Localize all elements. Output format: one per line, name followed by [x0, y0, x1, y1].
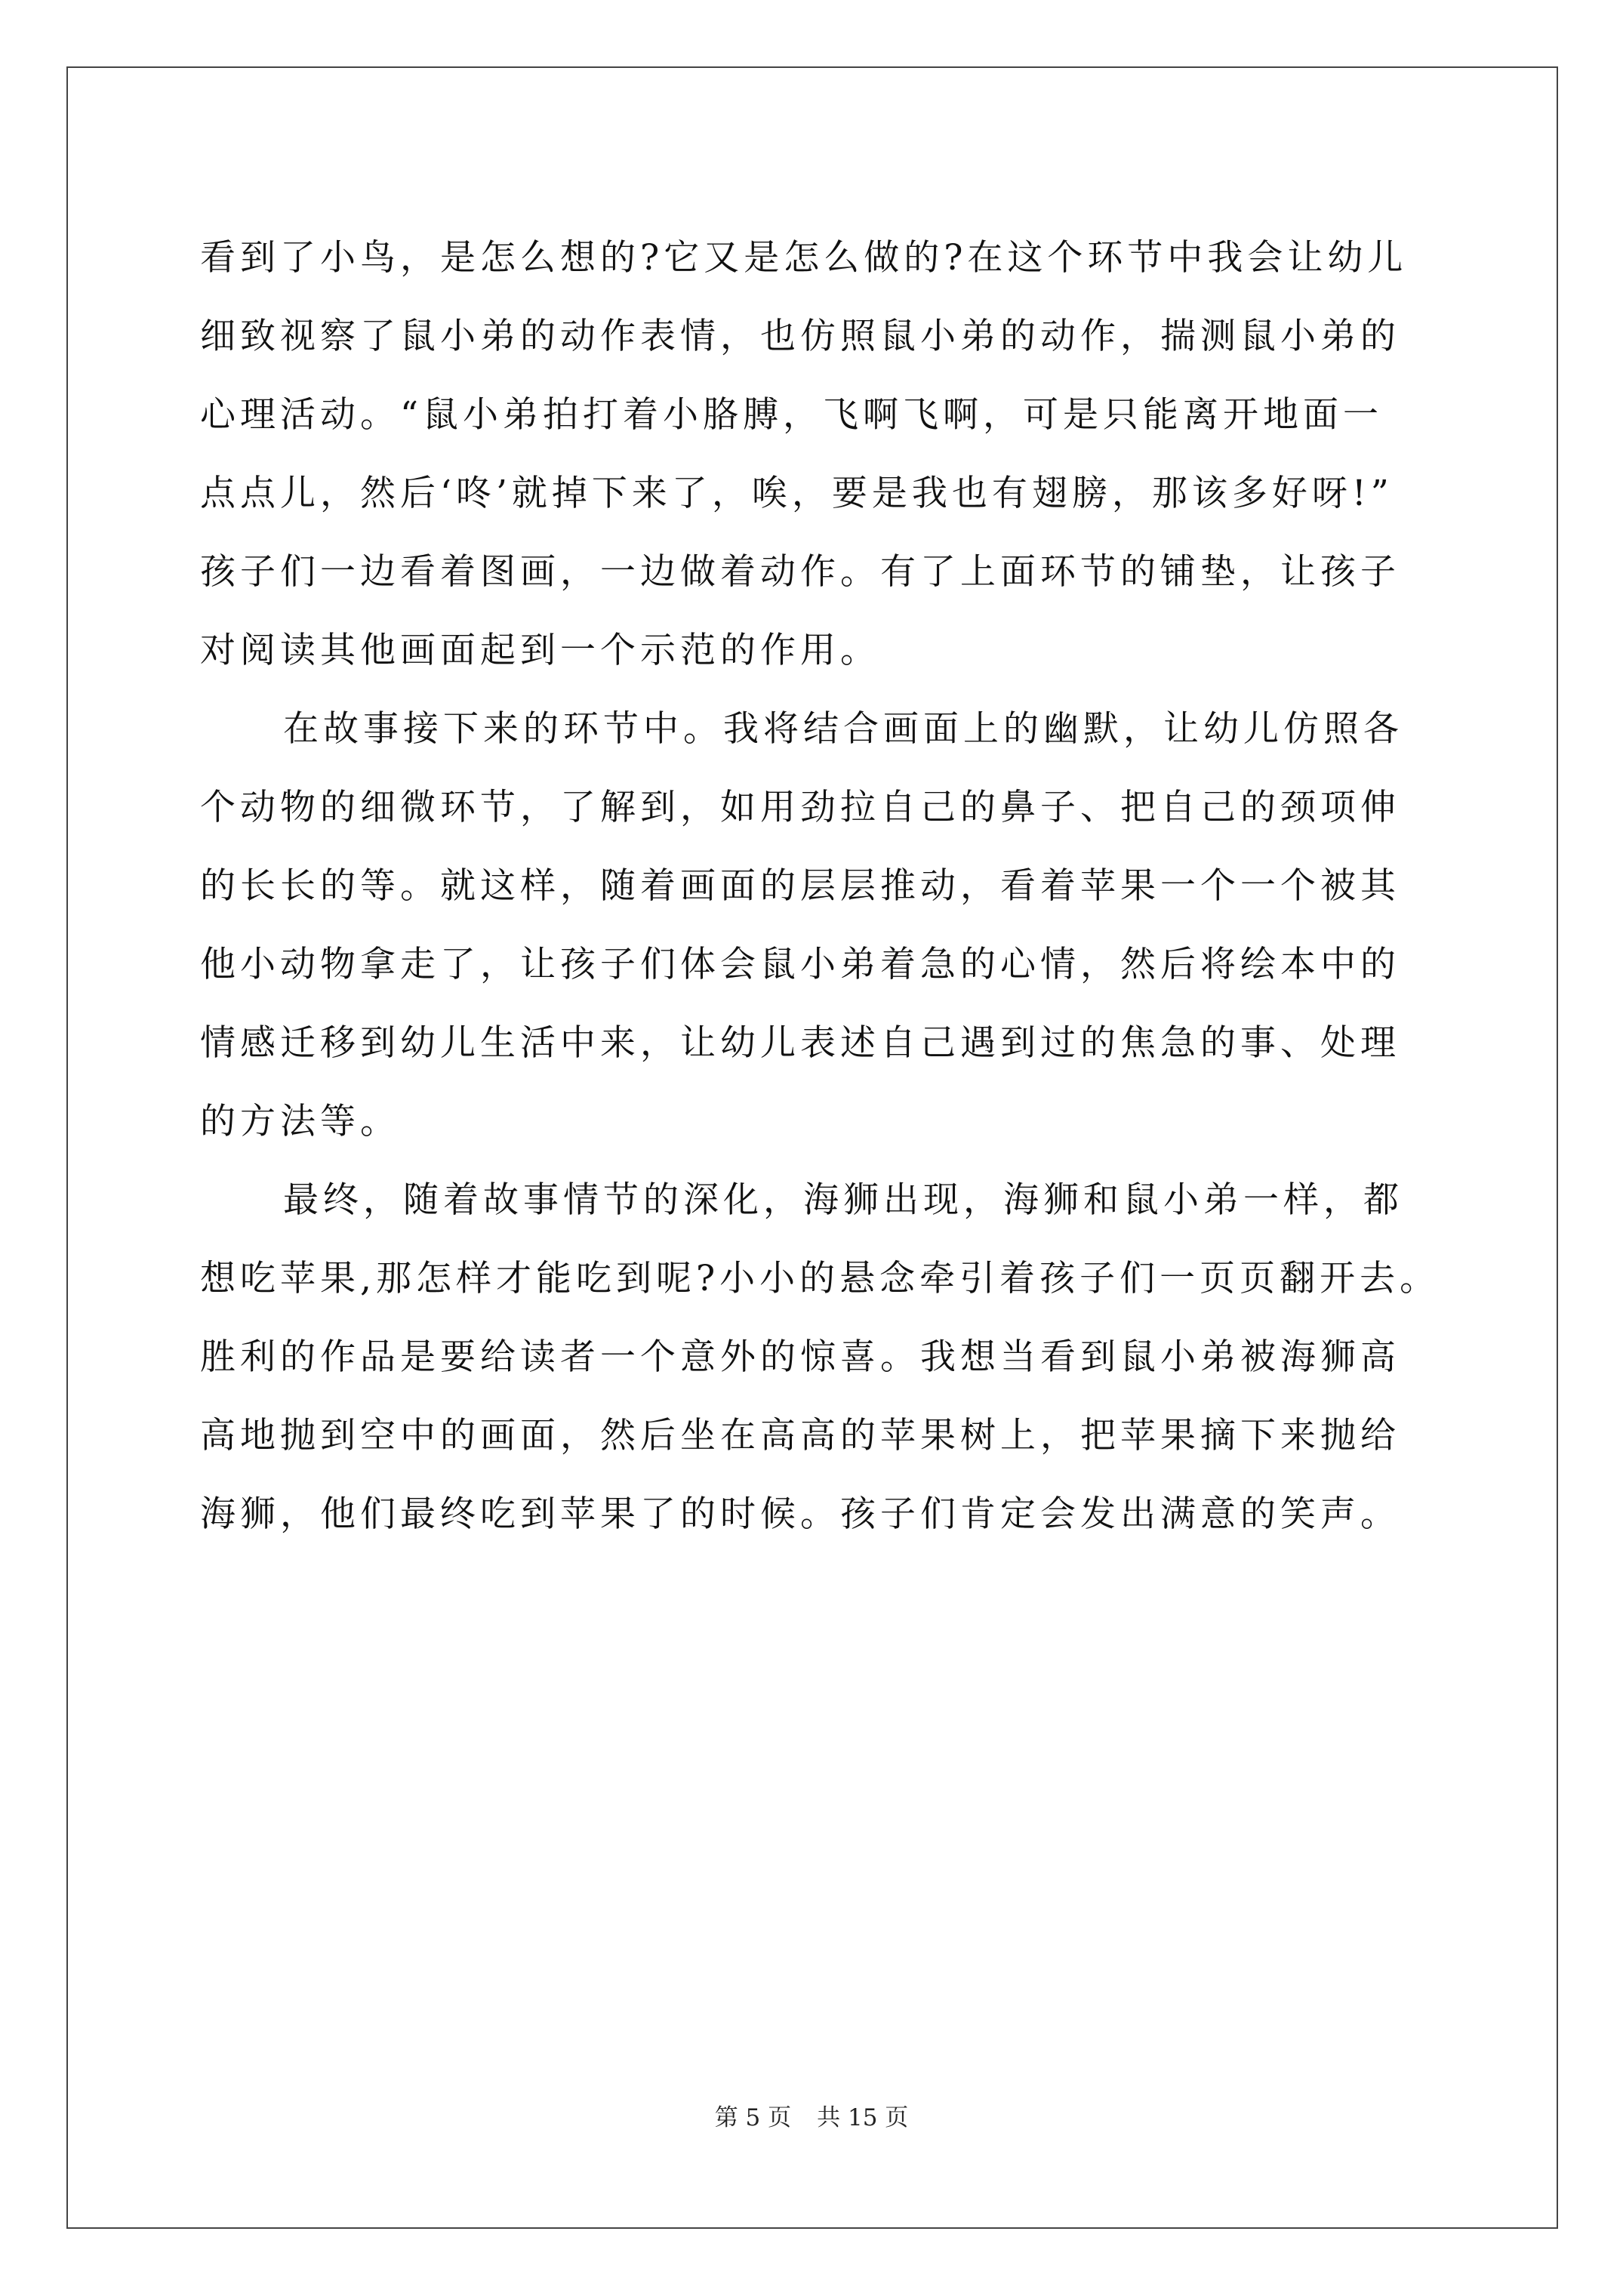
text-line: 海狮，他们最终吃到苹果了的时候。孩子们肯定会发出满意的笑声。 [200, 1493, 1400, 1535]
text-line: 的长长的等。就这样，随着画面的层层推动，看着苹果一个一个被其 [200, 865, 1400, 907]
text-line: 高地抛到空中的画面，然后坐在高高的苹果树上，把苹果摘下来抛给 [200, 1415, 1400, 1456]
paragraph [200, 1161, 1438, 1554]
text-line: 对阅读其他画面起到一个示范的作用。 [200, 630, 880, 671]
text-line: 心理活动。“鼠小弟拍打着小胳膊，飞啊飞啊，可是只能离开地面一 [200, 394, 1384, 436]
page-number: 第 5 页 [714, 2104, 792, 2131]
text-line: 想吃苹果,那怎样才能吃到呢?小小的悬念牵引着孩子们一页页翻开去。 [200, 1258, 1440, 1299]
text-line: 点点儿，然后‘咚’就掉下来了，唉，要是我也有翅膀，那该多好呀!” [200, 473, 1394, 514]
page-footer [0, 2103, 1623, 2133]
text-line: 看到了小鸟，是怎么想的?它又是怎么做的?在这个环节中我会让幼儿 [200, 237, 1408, 279]
text-line: 个动物的细微环节，了解到，如用劲拉自己的鼻子、把自己的颈项伸 [200, 787, 1400, 828]
text-line: 细致视察了鼠小弟的动作表情，也仿照鼠小弟的动作，揣测鼠小弟的 [200, 316, 1400, 357]
text-line: 在故事接下来的环节中。我将结合画面上的幽默，让幼儿仿照各 [283, 708, 1403, 750]
text-line: 最终，随着故事情节的深化，海狮出现，海狮和鼠小弟一样，都 [283, 1179, 1403, 1221]
text-line: 胜利的作品是要给读者一个意外的惊喜。我想当看到鼠小弟被海狮高 [200, 1336, 1400, 1378]
paragraph [200, 690, 1438, 1161]
text-line: 他小动物拿走了，让孩子们体会鼠小弟着急的心情，然后将绘本中的 [200, 944, 1400, 985]
paragraph [200, 219, 1438, 690]
page-total: 共 15 页 [817, 2104, 909, 2131]
text-line: 孩子们一边看着图画，一边做着动作。有了上面环节的铺垫，让孩子 [200, 551, 1400, 593]
text-line: 情感迁移到幼儿生活中来，让幼儿表述自己遇到过的焦急的事、处理 [200, 1022, 1400, 1064]
text-line: 的方法等。 [200, 1101, 400, 1142]
document-body [200, 219, 1438, 1554]
